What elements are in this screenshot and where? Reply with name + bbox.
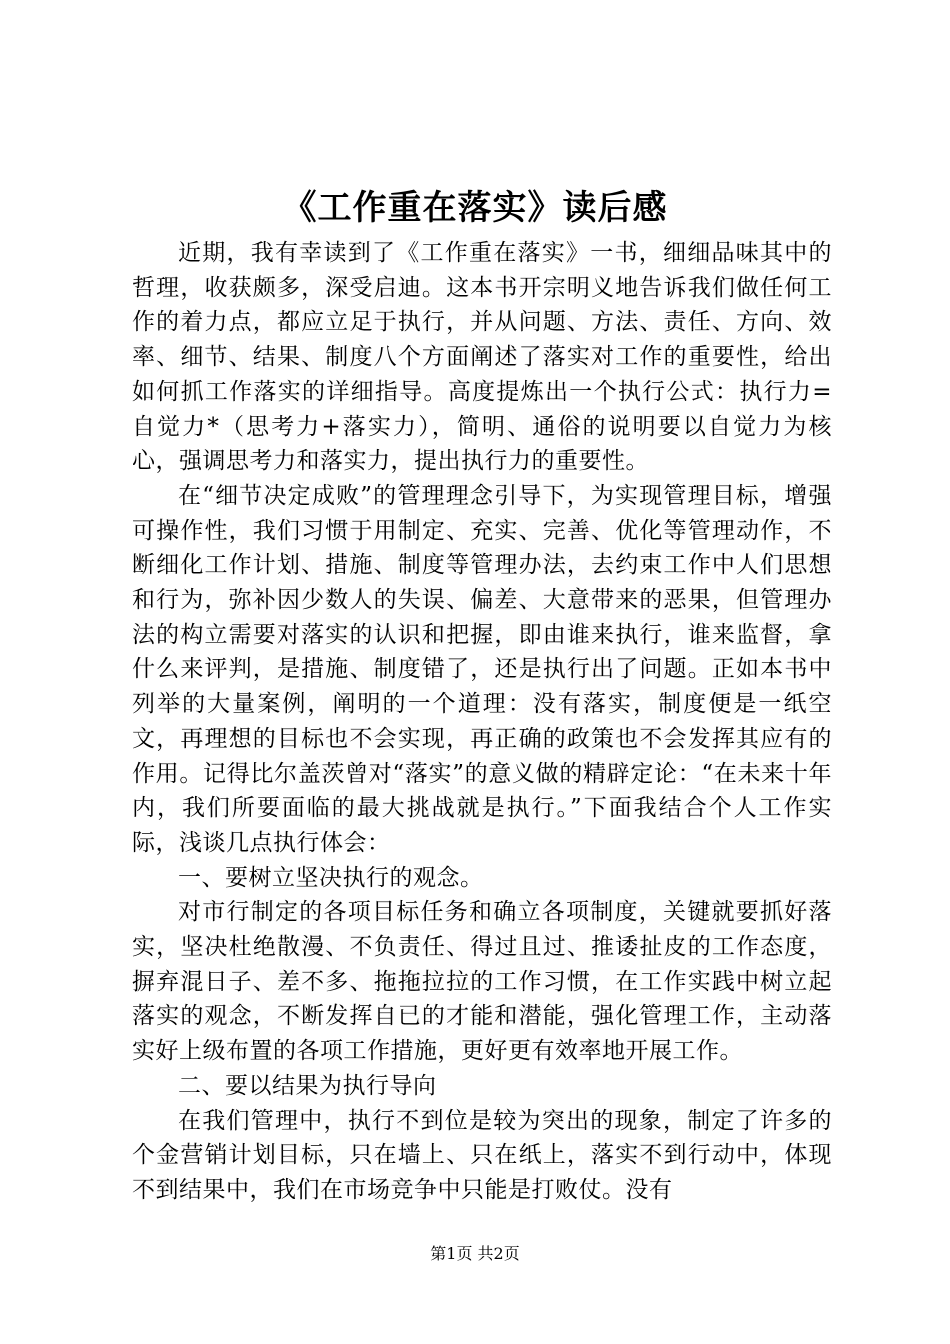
paragraph-3: 对市行制定的各项目标任务和确立各项制度，关键就要抓好落实，坚决杜绝散漫、不负责任、得过且过、推诿扯皮的工作态度，摒弃混日子、差不多、拖拖拉拉的工作习惯，在工作实践中树立起落实的观念，不断发挥自已的才能和潜能，强化管理工作，主动落实好上级布置的各项工作措施，更好更有效率地开展工作。 xyxy=(132,899,832,1065)
document-title: 《工作重在落实》读后感 xyxy=(282,188,668,228)
section-heading-1: 一、要树立坚决执行的观念。 xyxy=(178,864,484,891)
paragraph-1: 近期，我有幸读到了《工作重在落实》一书，细细品味其中的哲理，收获颇多，深受启迪。这本书开宗明义地告诉我们做任何工作的着力点，都应立足于执行，并从问题、方法、责任、方向、效率、细节、结果、制度八个方面阐述了落实对工作的重要性，给出如何抓工作落实的详细指导。高度提炼出一个执行公式：执行力=自觉力*（思考力+落实力），简明、通俗的说明要以自觉力为核心，强调思考力和落实力，提出执行力的重要性。 xyxy=(132,240,832,475)
paragraph-4: 在我们管理中，执行不到位是较为突出的现象，制定了许多的个金营销计划目标，只在墙上、只在纸上，落实不到行动中，体现不到结果中，我们在市场竞争中只能是打败仗。没有 xyxy=(132,1107,832,1203)
document-body xyxy=(132,236,832,1208)
section-heading-2: 二、要以结果为执行导向 xyxy=(178,1072,437,1099)
page-footer: 第1页 共2页 xyxy=(430,1244,520,1263)
paragraph-2: 在“细节决定成败”的管理理念引导下，为实现管理目标，增强可操作性，我们习惯于用制定、充实、完善、优化等管理动作，不断细化工作计划、措施、制度等管理办法，去约束工作中人们思想和行为，弥补因少数人的失误、偏差、大意带来的恶果，但管理办法的构立需要对落实的认识和把握，即由谁来执行，谁来监督，拿什么来评判，是措施、制度错了，还是执行出了问题。正如本书中列举的大量案例，阐明的一个道理：没有落实，制度便是一纸空文，再理想的目标也不会实现，再正确的政策也不会发挥其应有的作用。记得比尔盖茨曾对“落实”的意义做的精辟定论：“在未来十年内，我们所要面临的最大挑战就是执行。”下面我结合个人工作实际，浅谈几点执行体会： xyxy=(132,482,832,856)
